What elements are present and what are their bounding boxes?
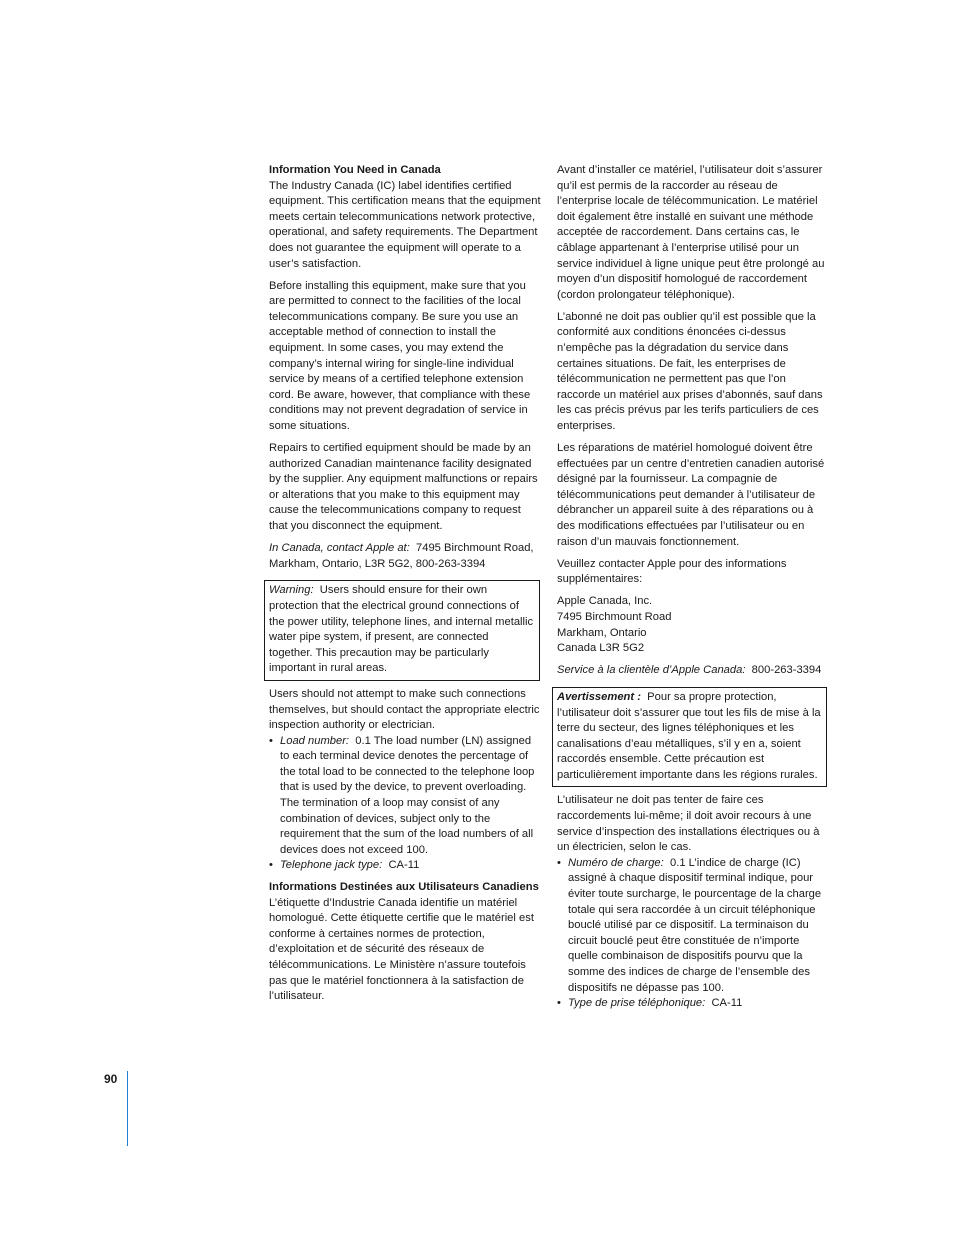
page-rule: [127, 1071, 128, 1146]
service-label: Service à la clientèle d’Apple Canada:: [557, 664, 746, 677]
service-value: 800-263-3394: [751, 664, 822, 677]
list-item: [557, 996, 829, 1012]
warning-label: Avertissement :: [557, 690, 641, 703]
warning-box: [552, 687, 827, 788]
section-heading-en: Information You Need in Canada: [269, 164, 441, 176]
paragraph: L’abonné ne doit pas oublier qu’il est possible que la conformité aux conditions énoncées ci-dessus n’empêche pas la dégradation du service dans certaines situations. De fait, les enterprises de télécommunication ne permettent pas que l’on raccorde un matériel aux prises d’abonnés, sauf dans les cas précis prévus par les terifs particuliers de ces enterprises.: [557, 310, 823, 432]
bullet-label: Telephone jack type:: [280, 859, 383, 872]
warning-text: Pour sa propre protection, l’utilisateur doit s’assurer que tout les fils de mise à la terre du secteur, des lignes téléphoniques et les canalisations d’eau métalliques, s’il y en a, soient raccordés ensemble. Cette précaution est particulièrement importante dans les régions rurales.: [557, 690, 821, 781]
page-number: 90: [104, 1072, 118, 1086]
paragraph: Users should not attempt to make such connections themselves, but should contact the appropriate electric inspection authority or electrician.: [269, 687, 540, 732]
service-line: [557, 663, 829, 679]
address-line: Canada L3R 5G2: [557, 642, 645, 655]
list-item: [557, 856, 829, 996]
bullet-text: CA-11: [388, 859, 420, 872]
contact-value: 7495 Birchmount Road, Markham, Ontario, L3R 5G2, 800-263-3394: [269, 542, 534, 570]
bullet-label: Load number:: [280, 734, 350, 747]
paragraph: Veuillez contacter Apple pour des informations supplémentaires:: [557, 557, 787, 586]
bullet-label: Type de prise téléphonique:: [568, 997, 706, 1010]
left-column: [269, 163, 541, 1011]
paragraph: The Industry Canada (IC) label identifies certified equipment. This certification means that the equipment meets certain telecommunications network protective, operational, and safety requirements. The Department does not guarantee the equipment will operate to a user’s satisfaction.: [269, 179, 541, 270]
warning-label: Warning:: [269, 584, 314, 597]
address-line: Apple Canada, Inc.: [557, 595, 653, 608]
paragraph: L’utilisateur ne doit pas tenter de faire ces raccordements lui-même; il doit avoir recours à une service d’inspection des installations électriques ou à un électricien, selon le cas.: [557, 794, 820, 854]
right-column: [557, 163, 829, 1012]
bullet-text: 0.1 The load number (LN) assigned to each terminal device denotes the percentage of the total load to be connected to the telephone loop that is used by the device, to prevent overloading. The termination of a loop may consist of any combination of devices, subject only to the requirement that the sum of the load numbers of all devices does not exceed 100.: [280, 734, 535, 856]
paragraph: Les réparations de matériel homologué doivent être effectuées par un centre d’entretien canadien autorisé désigné par la fournisseur. La compagnie de télécommunications peut demander à l’utilisateur de débrancher un appareil suite à des réparations ou à des modifications effectuées par l’utilisateur ou en raison d’un mauvais fonctionnement.: [557, 442, 825, 548]
contact-line: [269, 541, 541, 572]
paragraph: Before installing this equipment, make sure that you are permitted to connect to the facilities of the local telecommunications company. Be sure you use an acceptable method of connection to install the equipment. In some cases, you may extend the company’s internal wiring for single-line individual service by means of a certified telephone extension cord. Be aware, however, that compliance with these conditions may not prevent degradation of service in some situations.: [269, 279, 531, 432]
warning-text: Users should ensure for their own protection that the electrical ground connections of the power utility, telephone lines, and internal metallic water pipe system, if present, are connected together. This precaution may be particularly important in rural areas.: [269, 584, 534, 675]
bullet-label: Numéro de charge:: [568, 856, 664, 869]
warning-box: [264, 580, 540, 681]
list-item: [269, 858, 541, 874]
paragraph: L’étiquette d’Industrie Canada identifie un matériel homologué. Cette étiquette certifie que le matériel est conforme à certaines normes de protection, d’exploitation et de sécurité des réseaux de télécommunications. Le Ministère n’assure toutefois pas que le matériel fonctionnera à la satisfaction de l’utilisateur.: [269, 896, 534, 1003]
section-heading-fr: Informations Destinées aux Utilisateurs Canadiens: [269, 881, 539, 894]
bullet-text: 0.1 L’indice de charge (IC) assigné à chaque dispositif terminal indique, pour éviter toute surcharge, le pourcentage de la charge totale qui sera raccordée à un circuit téléphonique bouclé utilisé par ce dispositif. La terminaison du circuit bouclé peut être constituée de n’importe quelle combinaison de dispositifs pourvu que la somme des indices de charge de l’ensemble des dispositifs ne dépasse pas 100.: [568, 856, 822, 994]
paragraph: Repairs to certified equipment should be made by an authorized Canadian maintenance facility designated by the supplier. Any equipment malfunctions or repairs or alterations that you make to this equipment may cause the telecommunications company to request that you disconnect the equipment.: [269, 442, 538, 533]
list-item: [269, 734, 541, 859]
address-line: 7495 Birchmount Road: [557, 611, 672, 624]
address-block: [557, 594, 829, 656]
contact-label: In Canada, contact Apple at:: [269, 542, 410, 555]
paragraph: Avant d’installer ce matériel, l’utilisateur doit s’assurer qu’il est permis de la raccorder au réseau de l’enterprise locale de télécommunication. Le matériel doit également être installé en suivant une méthode acceptée de raccordement. Dans certains cas, le câblage appartenant à l’enterprise utilisé pour un service individuel à ligne unique peut être prolongé au moyen d’un dispositif homologué de raccordement (cordon prolongateur téléphonique).: [557, 164, 825, 301]
bullet-text: CA-11: [711, 997, 743, 1010]
address-line: Markham, Ontario: [557, 626, 647, 639]
